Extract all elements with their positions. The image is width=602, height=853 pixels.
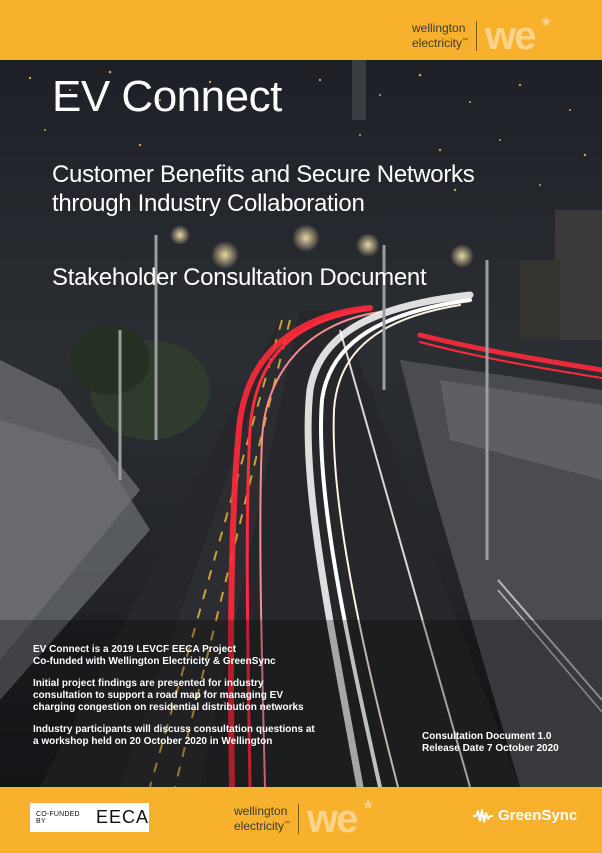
- star-icon: *: [541, 13, 549, 38]
- logo-word-electricity: [412, 35, 468, 50]
- info-line: EV Connect is a 2019 LEVCF EECA Project: [33, 644, 237, 655]
- logo-divider: [476, 21, 477, 51]
- info-paragraph-2: [33, 678, 363, 714]
- document-version: Consultation Document 1.0: [422, 731, 552, 742]
- footer-logo-wordmark: [234, 805, 290, 833]
- we-mark-text: we: [485, 14, 535, 58]
- info-paragraph-1: [33, 644, 363, 668]
- logo-word-wellington: wellington: [412, 21, 466, 35]
- info-line: a workshop held on 20 October 2020 in Wellington: [33, 736, 273, 747]
- footer-we-mark-text: we: [307, 797, 357, 841]
- footer-logo-word-wellington: wellington: [234, 804, 288, 818]
- logo-word-electricity-text: electricity: [412, 36, 463, 50]
- subtitle-line-1: Customer Benefits and Secure Networks: [52, 161, 475, 188]
- footer-star-icon: *: [363, 796, 371, 821]
- footer-logo-word-electricity-text: electricity: [234, 819, 285, 833]
- info-line: Industry participants will discuss consultation questions at: [33, 724, 315, 735]
- info-line: Initial project findings are presented for industry: [33, 678, 264, 689]
- wellington-electricity-footer-logo: [234, 796, 371, 841]
- document-type: Stakeholder Consultation Document: [52, 264, 427, 291]
- greensync-wordmark: GreenSync: [498, 807, 578, 824]
- wellington-electricity-logo: [412, 13, 549, 58]
- we-logo-mark: [485, 13, 549, 58]
- eeca-cofunded-badge: [30, 803, 149, 832]
- info-paragraph-3: [33, 724, 363, 748]
- eeca-logo: EECA: [95, 807, 149, 827]
- document-title: EV Connect: [52, 72, 282, 121]
- footer-logo-word-electricity: [234, 818, 290, 833]
- info-line: consultation to support a road map for managing EV: [33, 690, 284, 701]
- version-info: [422, 731, 559, 755]
- logo-wordmark: [412, 22, 468, 50]
- waveform-icon: [472, 808, 494, 824]
- greensync-logo: [472, 807, 577, 824]
- release-date: Release Date 7 October 2020: [422, 743, 559, 754]
- subtitle-line-2: through Industry Collaboration: [52, 190, 365, 217]
- info-line: charging congestion on residential distribution networks: [33, 702, 304, 713]
- document-subtitle: [52, 160, 572, 218]
- cofunded-by-label: CO-FUNDED BY: [36, 810, 80, 825]
- footer-logo-divider: [298, 804, 299, 834]
- trademark-symbol: ™: [462, 38, 469, 44]
- footer-trademark-symbol: ™: [284, 821, 291, 827]
- footer-we-logo-mark: [307, 796, 371, 841]
- project-info: [33, 644, 363, 758]
- info-line: Co-funded with Wellington Electricity & GreenSync: [33, 656, 276, 667]
